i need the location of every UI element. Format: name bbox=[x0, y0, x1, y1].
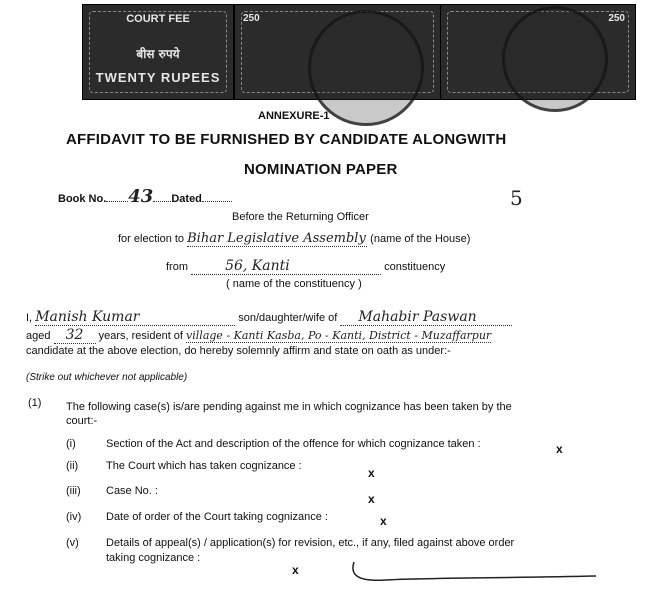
para1-number: (1) bbox=[28, 397, 42, 409]
stamp-paper-header bbox=[82, 0, 634, 104]
from-label: from bbox=[166, 261, 188, 273]
stamp-value: 250 bbox=[243, 13, 260, 24]
book-no-value: 43 bbox=[128, 186, 154, 207]
item-text: Case No. : bbox=[106, 485, 158, 497]
aged-label: aged bbox=[26, 330, 51, 342]
name-prefix: I, bbox=[26, 312, 33, 324]
resident-label: years, resident of bbox=[98, 330, 183, 342]
item-number: (iii) bbox=[66, 485, 81, 497]
address-value: village - Kanti Kasba, Po - Kanti, District - Muzaffarpur bbox=[186, 329, 492, 342]
seal-stamp-mark bbox=[308, 10, 424, 126]
name-line bbox=[26, 309, 512, 326]
strike-note: (Strike out whichever not applicable) bbox=[26, 372, 188, 383]
item-number: (i) bbox=[66, 438, 76, 450]
election-value: Bihar Legislative Assembly bbox=[187, 231, 366, 246]
para1-line2: court:- bbox=[66, 415, 98, 427]
page-title: AFFIDAVIT TO BE FURNISHED BY CANDIDATE ALONGWITH bbox=[66, 131, 507, 148]
page-subtitle: NOMINATION PAPER bbox=[244, 161, 398, 178]
annexure-label: ANNEXURE-1 bbox=[258, 110, 330, 122]
constituency-note: ( name of the constituency ) bbox=[226, 278, 362, 290]
constituency-line bbox=[166, 258, 445, 275]
item-text: Date of order of the Court taking cognizance : bbox=[106, 511, 328, 523]
court-fee-stamp bbox=[82, 4, 234, 100]
house-label: (name of the House) bbox=[370, 233, 471, 245]
item-text: Details of appeal(s) / application(s) for revision, etc., if any, filed against above order bbox=[106, 537, 515, 549]
dated-label: Dated bbox=[171, 193, 202, 205]
candidate-name: Manish Kumar bbox=[35, 309, 235, 326]
constituency-value: 56, Kanti bbox=[191, 258, 381, 275]
stamp-top-text: COURT FEE bbox=[126, 13, 190, 25]
cross-mark: x bbox=[556, 442, 563, 456]
aged-line bbox=[26, 327, 491, 344]
age-value: 32 bbox=[54, 327, 96, 344]
before-line: Before the Returning Officer bbox=[232, 211, 369, 223]
stamp-value: 250 bbox=[608, 13, 625, 24]
item-number: (iv) bbox=[66, 511, 82, 523]
cross-mark: x bbox=[368, 466, 375, 480]
constituency-label: constituency bbox=[384, 261, 446, 273]
handwritten-stroke bbox=[346, 556, 606, 588]
stamp-hindi-text: बीस रुपये bbox=[136, 47, 180, 61]
election-label: for election to bbox=[118, 233, 185, 245]
father-name: Mahabir Paswan bbox=[340, 309, 512, 326]
seal-stamp-mark bbox=[502, 6, 608, 112]
side-number: 5 bbox=[510, 186, 523, 210]
cross-mark: x bbox=[292, 563, 299, 577]
book-no-label: Book No. bbox=[58, 193, 107, 205]
relation-label: son/daughter/wife of bbox=[238, 312, 338, 324]
book-no-line bbox=[58, 186, 232, 207]
para1-line1: The following case(s) is/are pending against me in which cognizance has been taken by the bbox=[66, 401, 512, 413]
item-text-continued: taking cognizance : bbox=[106, 552, 201, 564]
cross-mark: x bbox=[380, 514, 387, 528]
election-line bbox=[118, 231, 470, 247]
stamp-value-text: TWENTY RUPEES bbox=[95, 70, 221, 85]
item-text: The Court which has taken cognizance : bbox=[106, 460, 302, 472]
item-number: (ii) bbox=[66, 460, 79, 472]
item-number: (v) bbox=[66, 537, 79, 549]
cross-mark: x bbox=[368, 492, 375, 506]
item-text: Section of the Act and description of the offence for which cognizance taken : bbox=[106, 438, 481, 450]
candidate-statement: candidate at the above election, do hereby solemnly affirm and state on oath as under:- bbox=[26, 345, 451, 357]
